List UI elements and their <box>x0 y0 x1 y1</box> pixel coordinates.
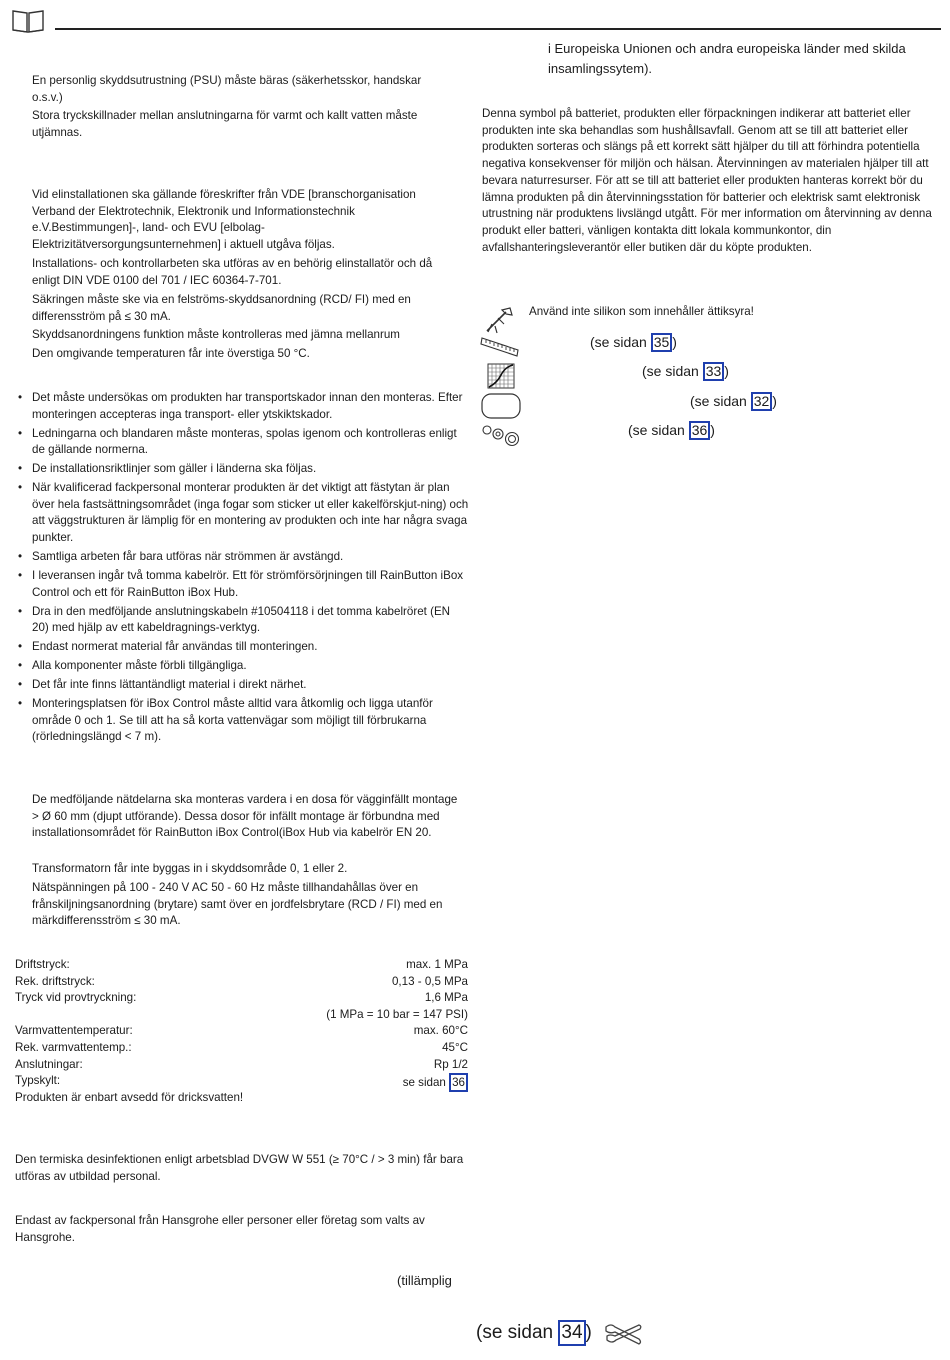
table-row <box>15 1023 468 1040</box>
see-page-ref <box>628 421 715 440</box>
page-ref-link[interactable]: 34 <box>558 1320 585 1346</box>
see-page-suffix: ) <box>672 334 677 350</box>
list-item: • Monteringsplatsen för iBox Control måste alltid vara åtkomlig och ligga utanför område 0 och 1. Se till att ha så korta vattenvägar som möjligt till förbrukarna (rörledningslängd < 7 m). <box>18 696 470 746</box>
page-ref-link[interactable]: 36 <box>689 421 711 440</box>
electrical-installer-text: Installations- och kontrollarbeten ska utföras av en behörig elinstallatör och då enligt DIN VDE 0100 del 701 / IEC 60364-7-701. <box>32 257 433 287</box>
applicable-text: (tillämplig <box>397 1273 452 1288</box>
electrical-rcd-text: Säkringen måste ske via en felströms-skyddsanordning (RCD/ FI) med en differensström på ≤ 30 mA. <box>32 293 411 323</box>
table-row <box>15 957 468 974</box>
parts-icon <box>481 423 521 449</box>
list-item: • När kvalificerad fackpersonal monterar produkten är det viktigt att fästytan är plan över hela fastsättningsområdet (inga fogar som sticker ut eller kakelförskjut-ning) och att väggstrukturen är lämplig för en montering av produkten och inte har några svaga punkter. <box>18 480 470 547</box>
eu-collection-text: i Europeiska Unionen och andra europeiska länder med skilda insamlingssytem). <box>548 41 906 76</box>
service-text: Endast av fackpersonal från Hansgrohe eller personer eller företag som valts av Hansgrohe. <box>15 1214 425 1244</box>
see-page-ref <box>590 333 677 352</box>
list-item: • Ledningarna och blandaren måste monteras, spolas igenom och kontrolleras enligt de gällande normerna. <box>18 426 470 459</box>
silicone-gun-icon <box>484 306 516 334</box>
spec-value: 0,13 - 0,5 MPa <box>391 974 468 988</box>
spec-label: Tryck vid provtryckning: <box>15 991 137 1005</box>
typskylt-label: Typskylt: <box>15 1074 61 1088</box>
table-row <box>15 1007 468 1024</box>
page-ref-link[interactable]: 33 <box>703 362 725 381</box>
table-row <box>15 1073 468 1090</box>
see-page-prefix: (se sidan <box>628 422 689 438</box>
rounded-box-icon <box>481 393 521 419</box>
header-rule <box>55 28 941 30</box>
electrical-temperature-text: Den omgivande temperaturen får inte överstiga 50 °C. <box>32 347 310 360</box>
see-page-prefix: (se sidan <box>476 1322 559 1343</box>
list-item: • Det måste undersökas om produkten har transportskador innan den monteras. Efter monteringen accepteras inga transport- eller ytskiktskador. <box>18 390 470 423</box>
typskylt-prefix: se sidan <box>402 1076 450 1090</box>
list-item: • Endast normerat material får användas till monteringen. <box>18 639 470 656</box>
spec-label: Anslutningar: <box>15 1057 83 1071</box>
table-row <box>15 1057 468 1074</box>
see-page-suffix: ) <box>724 363 729 379</box>
ruler-icon <box>480 336 520 358</box>
safety-pressure-text: Stora tryckskillnader mellan anslutningarna för varmt och kallt vatten måste utjämnas. <box>32 109 418 139</box>
table-row <box>15 1040 468 1057</box>
safety-ppe-text: En personlig skyddsutrustning (PSU) måste bäras (säkerhetsskor, handskar o.s.v.) <box>32 74 422 104</box>
electrical-check-text: Skyddsanordningens funktion måste kontrolleras med jämna mellanrum <box>32 328 400 341</box>
manual-book-icon <box>11 8 45 34</box>
list-item: • Samtliga arbeten får bara utföras när strömmen är avstängd. <box>18 549 470 566</box>
bottom-see-page-ref <box>476 1320 592 1346</box>
power-supply-boxes-text: De medföljande nätdelarna ska monteras vardera i en dosa för vägginfällt montage > Ø 60 mm (djupt utförande). Dessa dosor för infällt montage är förbundna med installationsområdet för RainButton iBox Control(iBox Hub via kabelrör EN 20. <box>32 793 458 840</box>
wrench-icon <box>603 1322 643 1346</box>
see-page-prefix: (se sidan <box>690 393 751 409</box>
see-page-suffix: ) <box>772 393 777 409</box>
list-item: • Dra in den medföljande anslutningskabeln #10504118 i det tomma kabelröret (EN 20) med hjälp av ett kabeldragnings-verktyg. <box>18 604 470 637</box>
list-item: • De installationsriktlinjer som gäller i länderna ska följas. <box>18 461 470 478</box>
transformer-zone-text: Transformatorn får inte byggas in i skyddsområde 0, 1 eller 2. <box>32 862 348 875</box>
list-item: • Alla komponenter måste förbli tillgängliga. <box>18 658 470 675</box>
spec-label: Rek. varmvattentemp.: <box>15 1040 132 1054</box>
mains-voltage-text: Nätspänningen på 100 - 240 V AC 50 - 60 Hz måste tillhandahållas över en frånskiljningsanordning (brytare) samt över en jordfelsbrytare (RCD / FI) med en märkdifferensström ≤ 30 mA. <box>32 881 443 928</box>
spec-value: max. 60°C <box>413 1024 468 1038</box>
page-ref-link[interactable]: 32 <box>751 392 773 411</box>
spec-label: Rek. driftstryck: <box>15 974 95 988</box>
see-page-suffix: ) <box>585 1322 592 1343</box>
spec-value: 45°C <box>442 1040 468 1054</box>
table-row <box>15 990 468 1007</box>
see-page-suffix: ) <box>710 422 715 438</box>
page-ref-link[interactable]: 35 <box>651 333 673 352</box>
spec-value: 1,6 MPa <box>424 991 468 1005</box>
battery-disposal-text: Denna symbol på batteriet, produkten eller förpackningen indikerar att batteriet eller produkten inte ska behandlas som hushållsavfall. Genom att se till att batteriet eller produkten sorteras och slängs på ett korrekt sätt hjälper du till att förhindra potentiella negativa konsekvenser för miljön och hälsan. Återvinningen av materialen hjälper till att bevara naturresurser. För att se till att batteriet eller produkten hanteras korrekt bör du lämna produkten på din återvinningsstation för batterier och elektrisk samt elektronisk utrustning när produktens livslängd utgått. För mer information om återvinning av denna produkt eller batteri, vänligen kontakta ditt lokala kommunkontor, din avfallshanteringsleverantör eller butiken där du köpte produkten. <box>482 107 932 254</box>
table-row <box>15 974 468 991</box>
list-item: • I leveransen ingår två tomma kabelrör. Ett för strömförsörjningen till RainButton iBox Control och ett för RainButton iBox Hub. <box>18 568 470 601</box>
see-page-prefix: (se sidan <box>590 334 651 350</box>
see-page-ref <box>642 362 729 381</box>
table-row <box>15 1090 468 1107</box>
disinfection-text: Den termiska desinfektionen enligt arbetsblad DVGW W 551 (≥ 70°C / > 3 min) får bara utföras av utbildad personal. <box>15 1153 464 1183</box>
see-page-prefix: (se sidan <box>642 363 703 379</box>
spec-value: max. 1 MPa <box>406 958 468 971</box>
grid-chart-icon <box>487 363 515 389</box>
spec-label: Varmvattentemperatur: <box>15 1024 133 1038</box>
page-ref-link[interactable]: 36 <box>449 1073 468 1092</box>
see-page-ref <box>690 392 777 411</box>
spec-value: (1 MPa = 10 bar = 147 PSI) <box>326 1007 468 1021</box>
spec-value: Rp 1/2 <box>433 1057 468 1071</box>
spec-label: Driftstryck: <box>15 958 70 971</box>
silicone-warning-text: Använd inte silikon som innehåller ättiksyra! <box>529 305 754 318</box>
drinking-water-note: Produkten är enbart avsedd för dricksvatten! <box>15 1090 244 1104</box>
installation-bullet-list <box>18 390 470 748</box>
list-item: • Det får inte finns lättantändligt material i direkt närhet. <box>18 677 470 694</box>
electrical-regulations-text: Vid elinstallationen ska gällande föreskrifter från VDE [branschorganisation Verband der Elektrotechnik, Elektronik und Informationstechnik e.V.Bestimmungen]-, land- och EVU [elbolag-Elektrizitätversorgungsunternehmen] i aktuell utgåva följas. <box>32 188 416 252</box>
technical-data-table <box>15 957 468 1106</box>
